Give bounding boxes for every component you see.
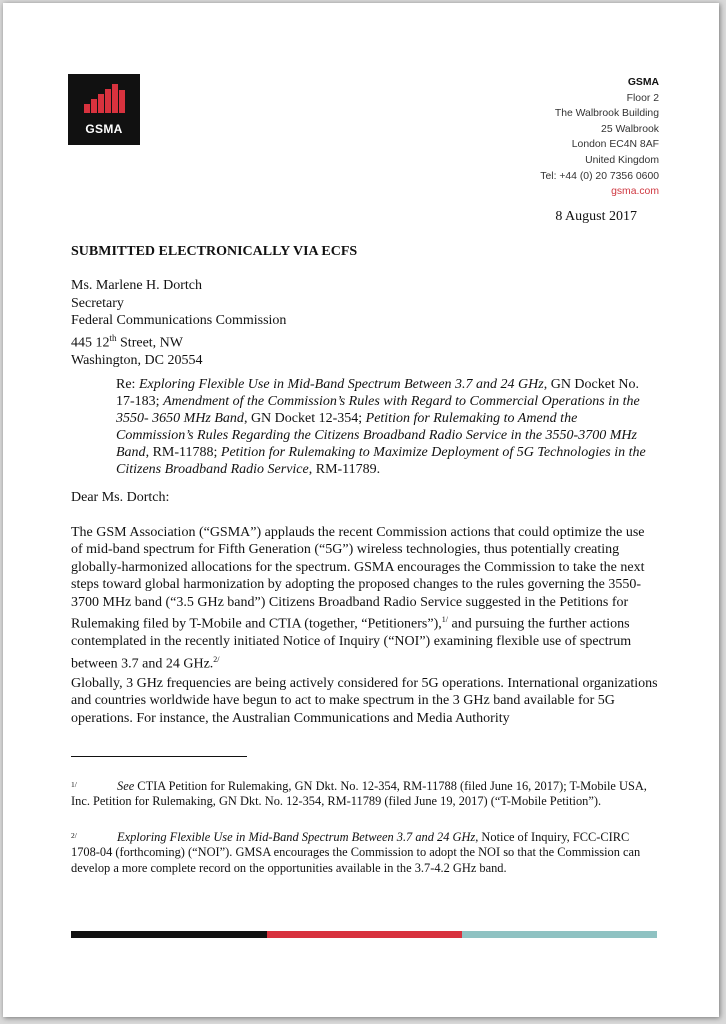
footnote-ref[interactable]: 1/	[441, 615, 448, 625]
sender-line: Floor 2	[626, 92, 659, 104]
sender-phone: Tel: +44 (0) 20 7356 0600	[540, 170, 659, 182]
footer-bar-red	[267, 931, 462, 938]
sender-website-link[interactable]: gsma.com	[611, 186, 659, 198]
gsma-logo	[68, 74, 140, 145]
sender-line: The Walbrook Building	[554, 108, 659, 120]
body-paragraph: Globally, 3 GHz frequencies are being actively considered for 5G operations. International organizations and countries worldwide have begun to act to make spectrum in the 3 GHz band available for 5G operations. For instance, the Australian Communications and Media Authority	[71, 676, 658, 726]
sender-line: United Kingdom	[585, 154, 659, 166]
salutation: Dear Ms. Dortch:	[71, 490, 170, 505]
recipient-block	[71, 277, 286, 369]
footnote-ref[interactable]: 2/	[213, 654, 220, 664]
letter-date: 8 August 2017	[555, 209, 637, 224]
footnote: 2/ Exploring Flexible Use in Mid-Band Spectrum Between 3.7 and 24 GHz, Notice of Inquiry, FCC-CIRC 1708-04 (forthcoming) (“NOI”). GMSA encourages the Commission to adopt the NOI so that the Commission can develop a more complete record on the opportunities available in the 3.7-4.2 GHz band.	[71, 830, 641, 875]
letter-page	[3, 3, 719, 1017]
logo-text: GSMA	[85, 122, 123, 136]
recipient-org: Federal Communications Commission	[71, 313, 287, 328]
recipient-name: Ms. Marlene H. Dortch	[71, 278, 203, 293]
footnote-mark: 2/	[71, 831, 77, 840]
recipient-title: Secretary	[71, 295, 124, 311]
sender-line: 25 Walbrook	[601, 123, 659, 135]
sender-line: London EC4N 8AF	[571, 139, 659, 151]
footer-bar-teal	[462, 931, 657, 938]
body-paragraph: The GSM Association (“GSMA”) applauds the recent Commission actions that could optimize the use of mid-band spectrum for Fifth Generation (“5G”) wireless technologies, thus potentially creating globally-harmonized allocations for the spectrum. GSMA encourages the Commission to take the next steps toward global harmonization by adopting the proposed changes to the rules governing the 3550-3700 MHz band (“3.5 GHz band”) Citizens Broadband Radio Service suggested in the Petitions for Rulemaking filed by T-Mobile and CTIA (together, “Petitioners”),$^{1/}$ and pursuing the further actions contemplated in the recently initiated Notice of Inquiry (“NOI”) examining flexible use of spectrum between 3.7 and 24 GHz.$^{2/}$	[71, 525, 645, 672]
footnote-separator	[71, 756, 247, 757]
footnote: 1/ See CTIA Petition for Rulemaking, GN Dkt. No. 12-354, RM-11788 (filed June 16, 2017); T-Mobile USA, Inc. Petition for Rulemaking, GN Dkt. No. 12-354, RM-11789 (filed June 19, 2017) (“T-Mobile Petition”).	[71, 779, 647, 809]
subject-line: Re: Exploring Flexible Use in Mid-Band Spectrum Between 3.7 and 24 GHz, GN Docket No. 17-183; Amendment of the Commission’s Rules with Regard to Commercial Operations in the 3550- 3650 MHz Band, GN Docket 12-354; Petition for Rulemaking to Amend the Commission’s Rules Regarding the Citizens Broadband Radio Service in the 3550-3700 MHz Band, RM-11788; Petition for Rulemaking to Maximize Deployment of 5G Technologies in the Citizens Broadband Radio Service, RM-11789.	[116, 377, 646, 477]
sender-org: GSMA	[627, 77, 659, 88]
footer-bar-black	[71, 931, 267, 938]
footnote-mark: 1/	[71, 780, 77, 789]
sender-address	[540, 75, 659, 200]
submission-heading: SUBMITTED ELECTRONICALLY VIA ECFS	[71, 244, 358, 259]
recipient-city: Washington, DC 20554	[71, 352, 203, 368]
recipient-street: 445 12th Street, NW	[71, 332, 183, 351]
